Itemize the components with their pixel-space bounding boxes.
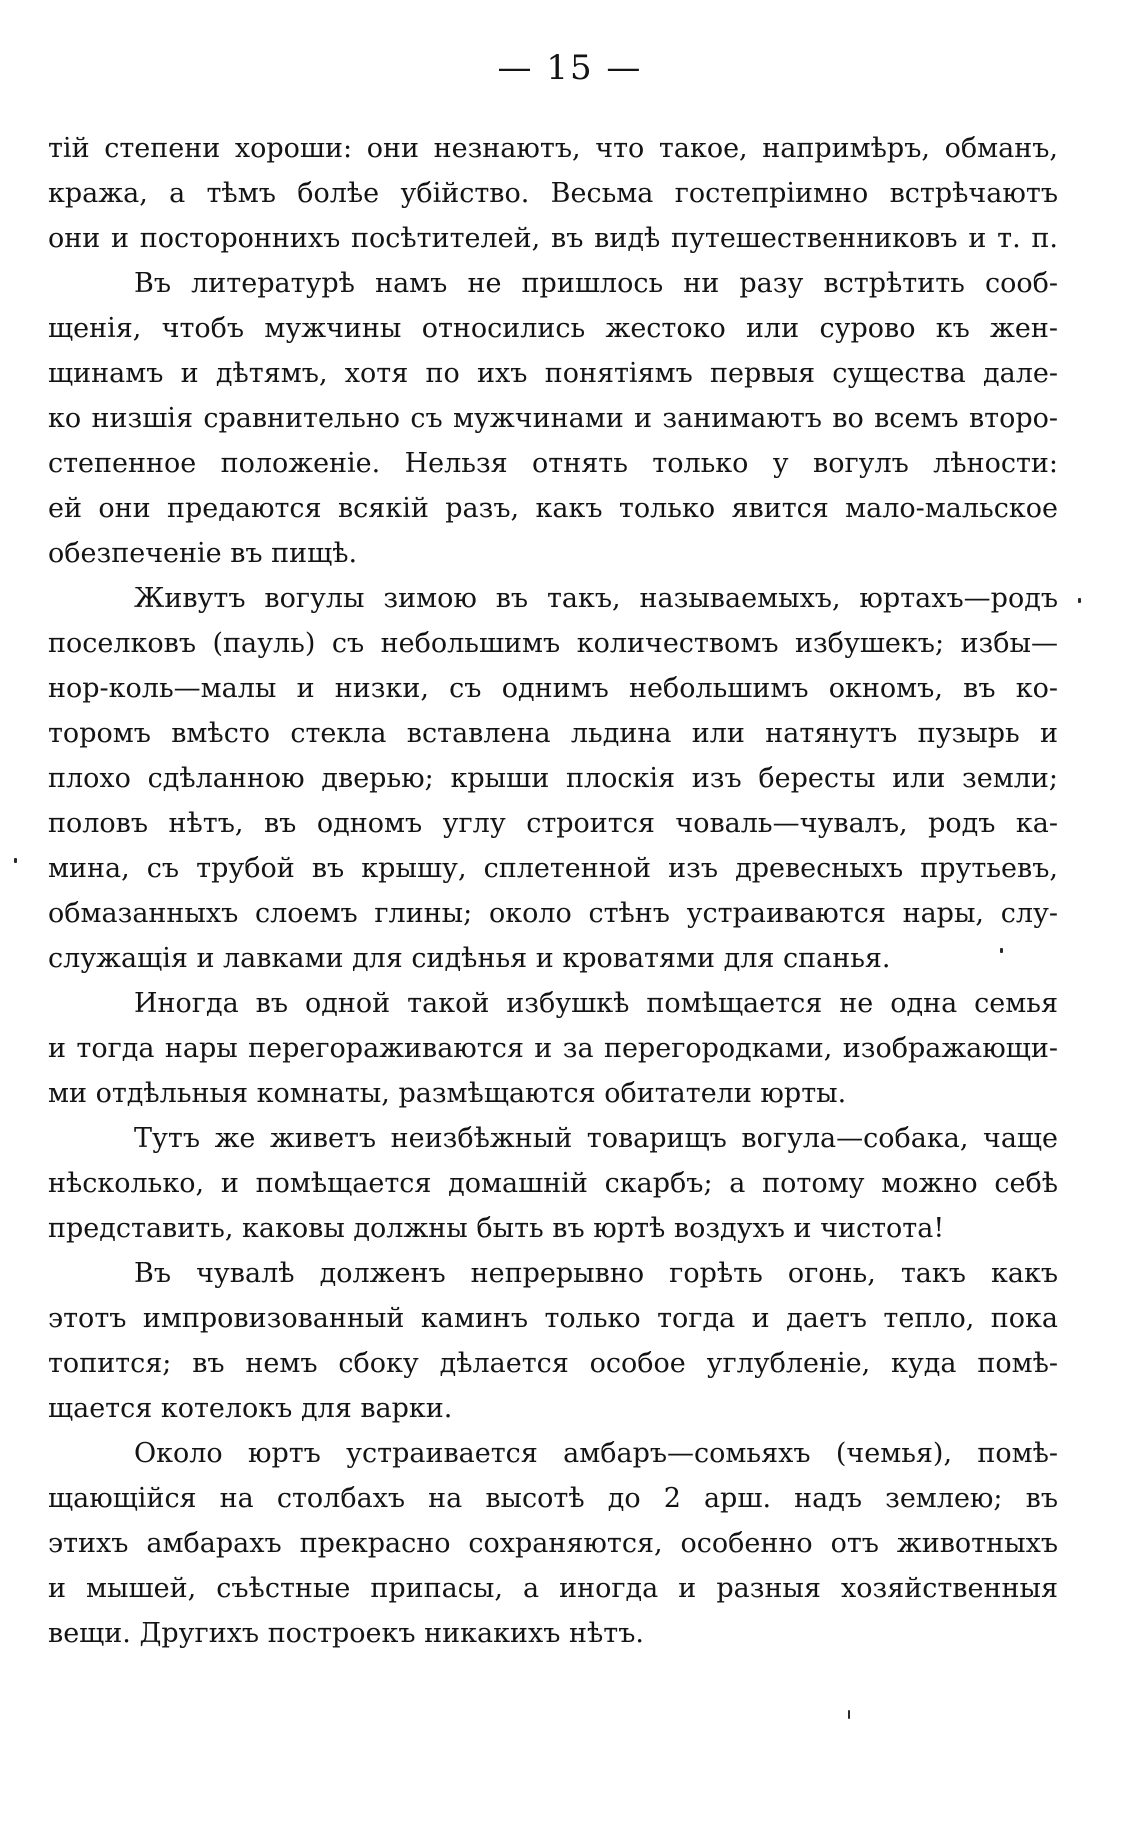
- text-line: этотъ импровизованный каминъ только тогда и даетъ тепло, пока: [48, 1303, 1058, 1334]
- body-text: [48, 126, 1058, 1656]
- scan-speck: [848, 1710, 850, 1719]
- text-line: топится; въ немъ сбоку дѣлается особое углубленіе, куда помѣ-: [48, 1348, 1058, 1379]
- text-line: нѣсколько, и помѣщается домашній скарбъ; а потому можно себѣ: [48, 1168, 1058, 1199]
- paragraph: [48, 576, 1058, 981]
- paragraph: [48, 126, 1058, 261]
- text-line: представить, каковы должны быть въ юртѣ воздухъ и чистота!: [48, 1213, 945, 1244]
- text-line: Около юртъ устраивается амбаръ—сомьяхъ (чемья), помѣ-: [134, 1438, 1058, 1469]
- paragraph: [48, 1431, 1058, 1656]
- text-line: ей они предаются всякій разъ, какъ только явится мало-мальское: [48, 493, 1058, 524]
- text-line: поселковъ (пауль) съ небольшимъ количествомъ избушекъ; избы—: [48, 628, 1058, 659]
- text-line: щенія, чтобъ мужчины относились жестоко или сурово къ жен-: [48, 313, 1058, 344]
- text-line: щающійся на столбахъ на высотѣ до 2 арш. надъ землею; въ: [48, 1483, 1058, 1514]
- text-line: нор-коль—малы и низки, съ однимъ небольшимъ окномъ, въ ко-: [48, 673, 1058, 704]
- text-line: они и постороннихъ посѣтителей, въ видѣ путешественниковъ и т. п.: [48, 223, 1058, 254]
- text-line: Тутъ же живетъ неизбѣжный товарищъ вогула—собака, чаще: [134, 1123, 1058, 1154]
- text-line: обезпеченіе въ пищѣ.: [48, 538, 358, 569]
- text-line: плохо сдѣланною дверью; крыши плоскія изъ бересты или земли;: [48, 763, 1058, 794]
- text-line: служащія и лавками для сидѣнья и кроватями для спанья.: [48, 943, 891, 974]
- text-line: Живутъ вогулы зимою въ такъ, называемыхъ, юртахъ—родъ: [134, 583, 1058, 614]
- text-line: Въ чувалѣ долженъ непрерывно горѣть огонь, такъ какъ: [134, 1258, 1058, 1289]
- text-line: обмазанныхъ слоемъ глины; около стѣнъ устраиваются нары, слу-: [48, 898, 1058, 929]
- paragraph: [48, 1251, 1058, 1431]
- scan-speck: [1000, 948, 1003, 953]
- text-line: ко низшія сравнительно съ мужчинами и занимаютъ во всемъ второ-: [48, 403, 1058, 434]
- text-line: тій степени хороши: они незнаютъ, что такое, напримѣръ, обманъ,: [48, 133, 1058, 164]
- text-line: половъ нѣтъ, въ одномъ углу строится човаль—чувалъ, родъ ка-: [48, 808, 1058, 839]
- text-line: степенное положеніе. Нельзя отнять только у вогулъ лѣности:: [48, 448, 1058, 479]
- text-line: мина, съ трубой въ крышу, сплетенной изъ древесныхъ прутьевъ,: [48, 853, 1058, 884]
- text-line: и мышей, съѣстные припасы, а иногда и разныя хозяйственныя: [48, 1573, 1058, 1604]
- text-line: Въ литературѣ намъ не пришлось ни разу встрѣтить сооб-: [134, 268, 1058, 299]
- text-line: щинамъ и дѣтямъ, хотя по ихъ понятіямъ первыя существа дале-: [48, 358, 1058, 389]
- text-line: щается котелокъ для варки.: [48, 1393, 453, 1424]
- text-line: ми отдѣльныя комнаты, размѣщаются обитатели юрты.: [48, 1078, 847, 1109]
- paragraph: [48, 1116, 1058, 1251]
- page-number: — 15 —: [497, 48, 643, 88]
- text-line: Иногда въ одной такой избушкѣ помѣщается не одна семья: [134, 988, 1058, 1019]
- text-line: вещи. Другихъ построекъ никакихъ нѣтъ.: [48, 1618, 644, 1649]
- scan-speck: [14, 858, 17, 863]
- paragraph: [48, 981, 1058, 1116]
- scan-speck: [1078, 598, 1081, 603]
- text-line: этихъ амбарахъ прекрасно сохраняются, особенно отъ животныхъ: [48, 1528, 1058, 1559]
- text-line: кража, а тѣмъ болѣе убійство. Весьма гостепріимно встрѣчаютъ: [48, 178, 1058, 209]
- paragraph: [48, 261, 1058, 576]
- text-line: торомъ вмѣсто стекла вставлена льдина или натянутъ пузырь и: [48, 718, 1058, 749]
- text-line: и тогда нары перегораживаются и за перегородками, изображающи-: [48, 1033, 1058, 1064]
